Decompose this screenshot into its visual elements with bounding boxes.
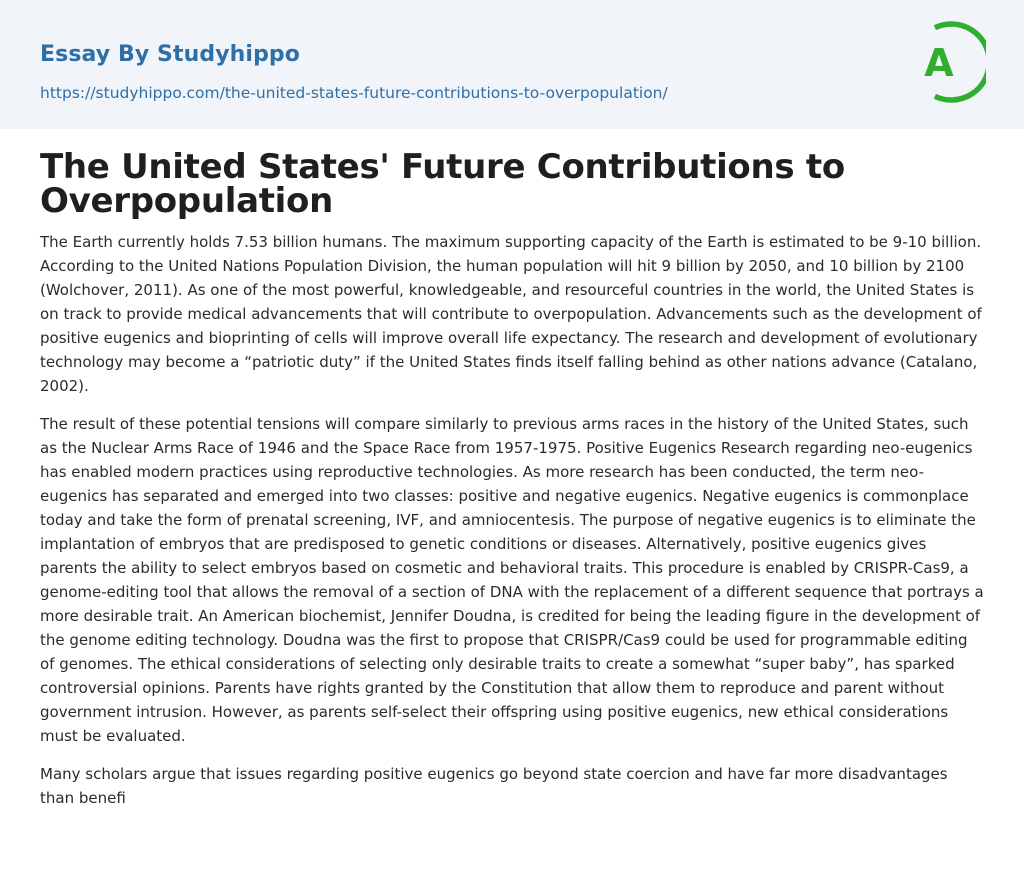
article-title: The United States' Future Contributions to Overpopulation: [40, 147, 845, 221]
article-body: [40, 147, 984, 810]
site-header: [0, 0, 1024, 129]
article-paragraph: Many scholars argue that issues regarding positive eugenics go beyond state coercion and have far more disadvantages than benefi: [40, 765, 948, 807]
article-paragraph: The result of these potential tensions will compare similarly to previous arms races in the history of the United States, such as the Nuclear Arms Race of 1946 and the Space Race from 1957-1975. Positive Eugenics Research regarding neo-eugenics has enabled modern practices using reproductive technologies. As more research has been conducted, the term neo-eugenics has separated and emerged into two classes: positive and negative eugenics. Negative eugenics is commonplace today and take the form of prenatal screening, IVF, and amniocentesis. The purpose of negative eugenics is to eliminate the implantation of embryos that are predisposed to genetic conditions or diseases. Alternatively, positive eugenics gives parents the ability to select embryos based on cosmetic and behavioral traits. This procedure is enabled by CRISPR-Cas9, a genome-editing tool that allows the removal of a section of DNA with the replacement of a different sequence that portrays a more desirable trait. An American biochemist, Jennifer Doudna, is credited for being the leading figure in the development of the genome editing technology. Doudna was the first to propose that CRISPR/Cas9 could be used for programmable editing of genomes. The ethical considerations of selecting only desirable traits to create a somewhat “super baby”, has sparked controversial opinions. Parents have rights granted by the Constitution that allow them to reproduce and parent without government intrusion. However, as parents self-select their offspring using positive eugenics, new ethical considerations must be evaluated.: [40, 415, 984, 745]
circle-a-logo-icon[interactable]: [912, 19, 986, 105]
article-paragraph: The Earth currently holds 7.53 billion humans. The maximum supporting capacity of the Earth is estimated to be 9-10 billion. According to the United Nations Population Division, the human population will hit 9 billion by 2050, and 10 billion by 2100 (Wolchover, 2011). As one of the most powerful, knowledgeable, and resourceful countries in the world, the United States is on track to provide medical advancements that will contribute to overpopulation. Advancements such as the development of positive eugenics and bioprinting of cells will improve overall life expectancy. The research and development of evolutionary technology may become a “patriotic duty” if the United States finds itself falling behind as other nations advance (Catalano, 2002).: [40, 233, 982, 395]
site-brand[interactable]: Essay By Studyhippo: [40, 42, 300, 67]
article-url-link[interactable]: https://studyhippo.com/the-united-states-future-contributions-to-overpopulation/: [40, 84, 668, 102]
logo-letter: A: [924, 41, 954, 85]
